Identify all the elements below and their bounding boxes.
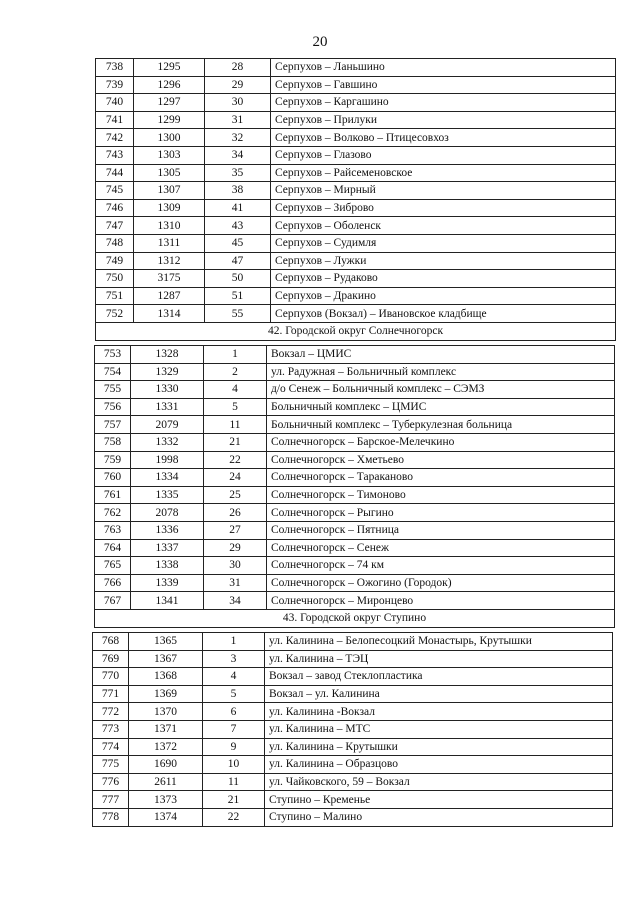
route-name-cell: Серпухов – Гавшино <box>271 76 616 94</box>
row-number-cell: 750 <box>96 270 134 288</box>
route-number-cell: 11 <box>204 416 267 434</box>
register-number-cell: 1296 <box>134 76 205 94</box>
route-number-cell: 22 <box>203 808 265 826</box>
register-number-cell: 1368 <box>129 668 203 686</box>
route-name-cell: Вокзал – ул. Калинина <box>265 685 613 703</box>
table-row <box>96 217 616 235</box>
table-row <box>95 469 615 487</box>
table-row <box>93 720 613 738</box>
row-number-cell: 777 <box>93 791 129 809</box>
route-number-cell: 29 <box>205 76 271 94</box>
table-row <box>95 539 615 557</box>
register-number-cell: 1332 <box>131 433 204 451</box>
table-row <box>93 703 613 721</box>
register-number-cell: 2078 <box>131 504 204 522</box>
route-number-cell: 9 <box>203 738 265 756</box>
register-number-cell: 1367 <box>129 650 203 668</box>
route-number-cell: 50 <box>205 270 271 288</box>
row-number-cell: 775 <box>93 756 129 774</box>
table-row <box>96 182 616 200</box>
route-name-cell: Серпухов – Лужки <box>271 252 616 270</box>
serpukhov-routes-table <box>95 58 616 341</box>
page-number: 20 <box>312 34 328 50</box>
table-row <box>96 287 616 305</box>
register-number-cell: 1370 <box>129 703 203 721</box>
route-number-cell: 28 <box>205 59 271 77</box>
route-number-cell: 10 <box>203 756 265 774</box>
table-row <box>95 381 615 399</box>
route-name-cell: Серпухов (Вокзал) – Ивановское кладбище <box>271 305 616 323</box>
register-number-cell: 1330 <box>131 381 204 399</box>
route-number-cell: 4 <box>204 381 267 399</box>
row-number-cell: 757 <box>95 416 131 434</box>
table-row <box>95 433 615 451</box>
route-number-cell: 11 <box>203 773 265 791</box>
table-row <box>93 633 613 651</box>
row-number-cell: 739 <box>96 76 134 94</box>
route-number-cell: 45 <box>205 234 271 252</box>
route-name-cell: ул. Радужная – Больничный комплекс <box>267 363 615 381</box>
row-number-cell: 742 <box>96 129 134 147</box>
register-number-cell: 1310 <box>134 217 205 235</box>
table-row <box>96 305 616 323</box>
register-number-cell: 1339 <box>131 574 204 592</box>
route-number-cell: 6 <box>203 703 265 721</box>
route-number-cell: 5 <box>204 398 267 416</box>
route-number-cell: 29 <box>204 539 267 557</box>
row-number-cell: 751 <box>96 287 134 305</box>
row-number-cell: 758 <box>95 433 131 451</box>
route-number-cell: 24 <box>204 469 267 487</box>
route-name-cell: Солнечногорск – Барское-Мелечкино <box>267 433 615 451</box>
route-number-cell: 30 <box>205 94 271 112</box>
register-number-cell: 2611 <box>129 773 203 791</box>
route-number-cell: 25 <box>204 486 267 504</box>
row-number-cell: 741 <box>96 111 134 129</box>
route-number-cell: 55 <box>205 305 271 323</box>
route-number-cell: 32 <box>205 129 271 147</box>
route-name-cell: Серпухов – Рудаково <box>271 270 616 288</box>
row-number-cell: 770 <box>93 668 129 686</box>
route-number-cell: 1 <box>203 633 265 651</box>
row-number-cell: 764 <box>95 539 131 557</box>
register-number-cell: 1303 <box>134 146 205 164</box>
route-name-cell: Серпухов – Волково – Птицесовхоз <box>271 129 616 147</box>
route-number-cell: 43 <box>205 217 271 235</box>
table-row <box>96 270 616 288</box>
row-number-cell: 763 <box>95 521 131 539</box>
route-name-cell: Больничный комплекс – ЦМИС <box>267 398 615 416</box>
route-name-cell: ул. Чайковского, 59 – Вокзал <box>265 773 613 791</box>
table-row <box>93 738 613 756</box>
route-name-cell: Серпухов – Ланьшино <box>271 59 616 77</box>
route-name-cell: Вокзал – ЦМИС <box>267 346 615 364</box>
route-number-cell: 27 <box>204 521 267 539</box>
route-number-cell: 38 <box>205 182 271 200</box>
route-number-cell: 47 <box>205 252 271 270</box>
row-number-cell: 767 <box>95 592 131 610</box>
table-row <box>95 363 615 381</box>
register-number-cell: 1307 <box>134 182 205 200</box>
table-row <box>96 94 616 112</box>
table-row <box>96 146 616 164</box>
table-row <box>95 416 615 434</box>
section-heading-row <box>95 609 615 627</box>
row-number-cell: 772 <box>93 703 129 721</box>
row-number-cell: 773 <box>93 720 129 738</box>
row-number-cell: 754 <box>95 363 131 381</box>
register-number-cell: 1309 <box>134 199 205 217</box>
register-number-cell: 1311 <box>134 234 205 252</box>
row-number-cell: 766 <box>95 574 131 592</box>
route-name-cell: Вокзал – завод Стеклопластика <box>265 668 613 686</box>
row-number-cell: 760 <box>95 469 131 487</box>
register-number-cell: 2079 <box>131 416 204 434</box>
table-row <box>93 668 613 686</box>
route-name-cell: ул. Калинина -Вокзал <box>265 703 613 721</box>
register-number-cell: 1312 <box>134 252 205 270</box>
register-number-cell: 1372 <box>129 738 203 756</box>
route-number-cell: 3 <box>203 650 265 668</box>
section-heading-stupino: 43. Городской округ Ступино <box>95 609 615 627</box>
register-number-cell: 1338 <box>131 557 204 575</box>
row-number-cell: 768 <box>93 633 129 651</box>
table-row <box>95 486 615 504</box>
table-row <box>93 685 613 703</box>
row-number-cell: 759 <box>95 451 131 469</box>
row-number-cell: 748 <box>96 234 134 252</box>
register-number-cell: 1690 <box>129 756 203 774</box>
table-row <box>95 451 615 469</box>
row-number-cell: 740 <box>96 94 134 112</box>
table-row <box>96 111 616 129</box>
table-row <box>96 252 616 270</box>
route-number-cell: 22 <box>204 451 267 469</box>
route-number-cell: 31 <box>205 111 271 129</box>
route-number-cell: 31 <box>204 574 267 592</box>
register-number-cell: 1336 <box>131 521 204 539</box>
table-row <box>96 129 616 147</box>
route-name-cell: ул. Калинина – Образцово <box>265 756 613 774</box>
register-number-cell: 1335 <box>131 486 204 504</box>
table-row <box>93 808 613 826</box>
route-number-cell: 1 <box>204 346 267 364</box>
register-number-cell: 1337 <box>131 539 204 557</box>
route-name-cell: Солнечногорск – 74 км <box>267 557 615 575</box>
route-number-cell: 35 <box>205 164 271 182</box>
row-number-cell: 755 <box>95 381 131 399</box>
table-row <box>96 199 616 217</box>
route-number-cell: 51 <box>205 287 271 305</box>
row-number-cell: 743 <box>96 146 134 164</box>
route-number-cell: 5 <box>203 685 265 703</box>
route-name-cell: ул. Калинина – ТЭЦ <box>265 650 613 668</box>
route-name-cell: Больничный комплекс – Туберкулезная больница <box>267 416 615 434</box>
route-name-cell: Солнечногорск – Ожогино (Городок) <box>267 574 615 592</box>
route-number-cell: 30 <box>204 557 267 575</box>
row-number-cell: 738 <box>96 59 134 77</box>
register-number-cell: 1314 <box>134 305 205 323</box>
register-number-cell: 1373 <box>129 791 203 809</box>
route-number-cell: 21 <box>204 433 267 451</box>
register-number-cell: 1374 <box>129 808 203 826</box>
route-name-cell: ул. Калинина – Крутышки <box>265 738 613 756</box>
route-name-cell: Серпухов – Прилуки <box>271 111 616 129</box>
route-name-cell: Солнечногорск – Сенеж <box>267 539 615 557</box>
table-row <box>95 521 615 539</box>
row-number-cell: 745 <box>96 182 134 200</box>
route-number-cell: 2 <box>204 363 267 381</box>
route-name-cell: Солнечногорск – Тараканово <box>267 469 615 487</box>
row-number-cell: 761 <box>95 486 131 504</box>
route-number-cell: 4 <box>203 668 265 686</box>
register-number-cell: 1287 <box>134 287 205 305</box>
row-number-cell: 756 <box>95 398 131 416</box>
table-row <box>95 346 615 364</box>
register-number-cell: 1334 <box>131 469 204 487</box>
row-number-cell: 749 <box>96 252 134 270</box>
register-number-cell: 1329 <box>131 363 204 381</box>
solnechnogorsk-routes-table <box>94 345 615 628</box>
route-name-cell: Серпухов – Мирный <box>271 182 616 200</box>
route-name-cell: Серпухов – Оболенск <box>271 217 616 235</box>
register-number-cell: 1328 <box>131 346 204 364</box>
table-row <box>95 398 615 416</box>
table-row <box>96 164 616 182</box>
table-row <box>95 557 615 575</box>
register-number-cell: 1297 <box>134 94 205 112</box>
table-row <box>95 574 615 592</box>
row-number-cell: 744 <box>96 164 134 182</box>
row-number-cell: 771 <box>93 685 129 703</box>
route-number-cell: 34 <box>205 146 271 164</box>
route-number-cell: 41 <box>205 199 271 217</box>
section-heading-solnechnogorsk: 42. Городской округ Солнечногорск <box>96 322 616 340</box>
table-row <box>96 234 616 252</box>
row-number-cell: 752 <box>96 305 134 323</box>
table-row <box>95 592 615 610</box>
route-name-cell: Серпухов – Судимля <box>271 234 616 252</box>
table-row <box>95 504 615 522</box>
register-number-cell: 1331 <box>131 398 204 416</box>
register-number-cell: 1369 <box>129 685 203 703</box>
row-number-cell: 776 <box>93 773 129 791</box>
register-number-cell: 1365 <box>129 633 203 651</box>
route-name-cell: Ступино – Кременье <box>265 791 613 809</box>
row-number-cell: 778 <box>93 808 129 826</box>
route-name-cell: Солнечногорск – Рыгино <box>267 504 615 522</box>
row-number-cell: 774 <box>93 738 129 756</box>
route-name-cell: Серпухов – Райсеменовское <box>271 164 616 182</box>
register-number-cell: 1341 <box>131 592 204 610</box>
route-number-cell: 7 <box>203 720 265 738</box>
section-heading-row <box>96 322 616 340</box>
route-name-cell: Серпухов – Каргашино <box>271 94 616 112</box>
stupino-routes-table <box>92 632 613 827</box>
table-row <box>93 791 613 809</box>
row-number-cell: 753 <box>95 346 131 364</box>
route-name-cell: Серпухов – Зиброво <box>271 199 616 217</box>
register-number-cell: 1299 <box>134 111 205 129</box>
route-name-cell: Серпухов – Глазово <box>271 146 616 164</box>
table-row <box>93 756 613 774</box>
route-name-cell: Ступино – Малино <box>265 808 613 826</box>
route-name-cell: Солнечногорск – Пятница <box>267 521 615 539</box>
row-number-cell: 746 <box>96 199 134 217</box>
route-name-cell: ул. Калинина – Белопесоцкий Монастырь, Крутышки <box>265 633 613 651</box>
route-name-cell: Серпухов – Дракино <box>271 287 616 305</box>
row-number-cell: 765 <box>95 557 131 575</box>
table-row <box>96 59 616 77</box>
register-number-cell: 1295 <box>134 59 205 77</box>
table-row <box>93 650 613 668</box>
register-number-cell: 1305 <box>134 164 205 182</box>
route-name-cell: Солнечногорск – Хметьево <box>267 451 615 469</box>
register-number-cell: 1300 <box>134 129 205 147</box>
row-number-cell: 747 <box>96 217 134 235</box>
table-row <box>96 76 616 94</box>
register-number-cell: 1371 <box>129 720 203 738</box>
register-number-cell: 1998 <box>131 451 204 469</box>
route-name-cell: ул. Калинина – МТС <box>265 720 613 738</box>
route-number-cell: 34 <box>204 592 267 610</box>
route-number-cell: 26 <box>204 504 267 522</box>
row-number-cell: 762 <box>95 504 131 522</box>
register-number-cell: 3175 <box>134 270 205 288</box>
table-row <box>93 773 613 791</box>
route-name-cell: д/о Сенеж – Больничный комплекс – СЭМЗ <box>267 381 615 399</box>
route-name-cell: Солнечногорск – Миронцево <box>267 592 615 610</box>
route-name-cell: Солнечногорск – Тимоново <box>267 486 615 504</box>
row-number-cell: 769 <box>93 650 129 668</box>
route-number-cell: 21 <box>203 791 265 809</box>
